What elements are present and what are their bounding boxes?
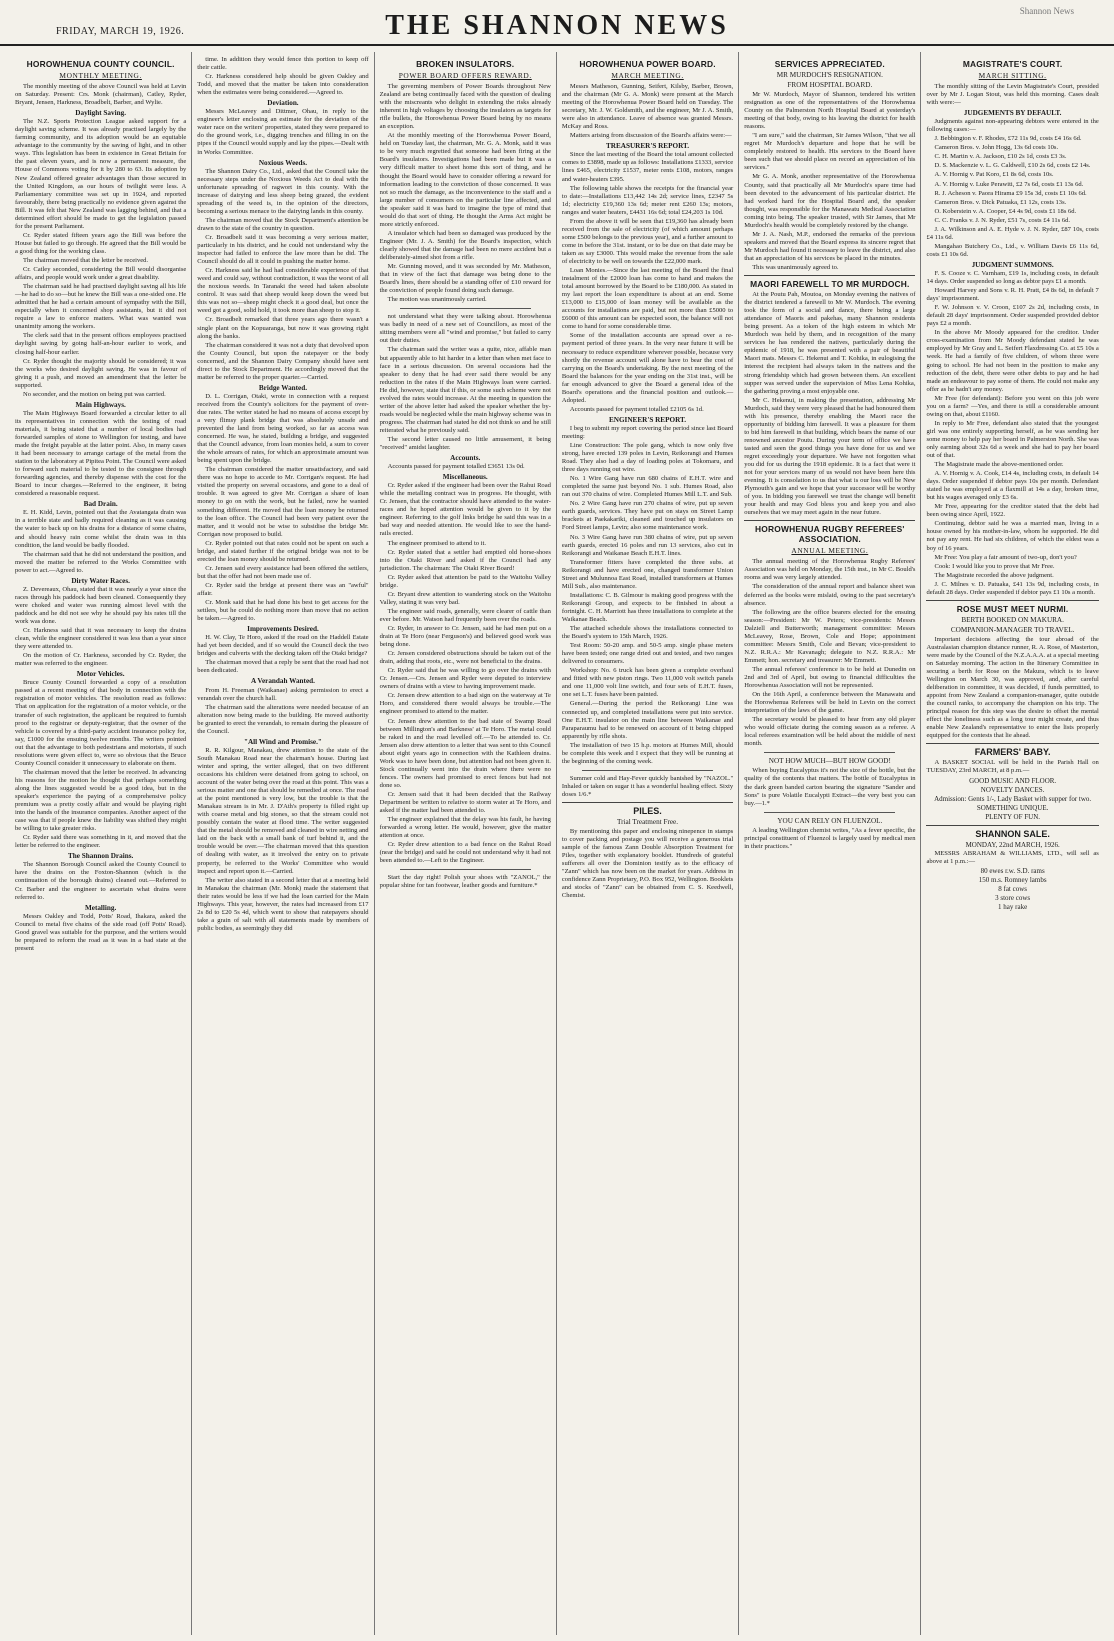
article-subtitle: MARCH SITTING.: [978, 71, 1047, 80]
section-heading: Dirty Water Races.: [71, 576, 130, 585]
advertisement-nazol: [562, 775, 733, 799]
paragraph: No. 3 Wire Gang have run 380 chains of wire, put up seven earth guards, erected 16 poles and run 13 services, also cut in Reikorangi and Waikanae Beach E.H.T. lines.: [561, 533, 734, 557]
paragraph: The Magistrate recorded the above judgment.: [934, 571, 1054, 579]
paragraph: Cr. Jensen said that it had been decided that the Railway Department be written to relative to storm water at Te Horo, and asked if the matter had been attended to.: [379, 790, 551, 815]
issue-date: FRIDAY, MARCH 19, 1926.: [56, 26, 185, 37]
paragraph: The chairman considered it was not a duty that devolved upon the County Council, but upon the ratepayer or the body concerned, and the Shannon Dairy Company should have sent direct to the Stock Department. He accordingly moved that the matter be referred to the proper quarter.—Carried.: [197, 341, 369, 381]
paragraph: Cr. Ryder, in answer to Cr. Jensen, said he had men put on a drain at Te Horo (near Ferguson's) and believed good work was being done.: [379, 625, 551, 649]
paragraph: Cr. Monk said that he had done his best to get access for the settlers, but he could do nothing more than move that no action be taken.—Agreed to.: [197, 599, 369, 623]
paragraph: Cr. Ryder asked that attention be paid to the Waitohu Valley bridge.: [379, 573, 551, 589]
paragraph: In the above Mr Moody appeared for the creditor. Under cross-examination from Mr Moody defendant stated he was employed by Mr Gray and L. Seifert Flaxdressing Co. at £5 10s a week. He had a family of five children, of whom three were going to school. He had not been in the position to make any reduction of the debt, there were other debts to pay and he had made an endeavour to pay some of them. He could not make any offer as he hadn't any money.: [926, 329, 1099, 393]
paragraph: D. S. Mackenzie v. L. G. Caldwell, £10 2s 6d, costs £2 14s.: [934, 162, 1091, 170]
paragraph: The clerk said that in the present offices employees practised daylight saving by going half-an-hour earlier to work, and closing half-hour earlier.: [15, 332, 187, 356]
paragraph: Cook: I would like you to prove that Mr Free.: [934, 562, 1055, 570]
paragraph: The Magistrate made the above-mentioned order.: [934, 461, 1064, 469]
section-heading: Bad Drain.: [83, 500, 118, 509]
paragraph: The chairman said the writer was a quite, nice, affable man but apparently able to hit harder in a letter than when met face to face in a serious discussion. On several occasions had the speaker to deny that he had ever said there would be any reduction in the rates if the Main Highways loan were carried. He did, however, state that if this, or some such scheme were not evolved the rates would increase. At the meeting in question the writer of the above letter had asked the speaker whether the by-roads would be neglected while the main highway scheme was in progress. The chairman had stated he did not think so and he still reiterated what he previously said.: [379, 346, 551, 434]
paragraph: Mr G. A. Monk, another representative of the Horowhenua County, said that practically all Mr Murdoch's spare time had been devoted to the advancement of his particular district. He had worked hard for the Hospital Board and, the speaker thought, was responsible for the Manawatu Medical Association coming into being. The speaker trusted, with Sir James, that Mr Murdoch's health would be completely restored by the change.: [744, 173, 916, 229]
section-heading: A Verandah Wanted.: [250, 677, 315, 686]
paragraph: Bruce County Council forwarded a copy of a resolution passed at a recent meeting of that body in connection with the registration of motor vehicles. The resolution read as follows: That on application for the registration of a motor vehicle, or the transfer of such registration, the applicant be required to furnish proof to the registrar or deputy-registrar, that the owner of the vehicle is covered by a third-party accident insurance policy for, say, £1000 for the ensuing twelve months. The writers pointed out that the advantage to both pedestrians and motorists, if such resolutions were given effect to, were so obvious that the Bruce County Council consider it unnecessary to elaborate on them.: [15, 679, 187, 767]
section-heading: JUDGEMENTS BY DEFAULT.: [963, 109, 1062, 118]
paragraph: The Shannon Dairy Co., Ltd., asked that the Council take the necessary steps under the Noxious Weeds Act to deal with the unfortunate spreading of ragwort in this county. With the increase of dairying and less sheep being grazed, the evident spreading of the weed is, in the opinion of the directors, becoming a serious menace to the dairying lands in this county.: [197, 167, 369, 215]
paragraph: Cr. Ryder pointed out that rates could not be spent on such a bridge, and stated further if the original bridge was not to be erected the loan money should be returned.: [197, 539, 369, 563]
paragraph: Matters arising from discussion of the Board's affairs were:—: [569, 132, 732, 140]
paragraph: Continuing, debtor said he was a married man, living in a house owned by his mother-in-law, whom he supported. He did not pay any rent. He had six children, of which the eldest was a boy of 16 years.: [926, 520, 1099, 552]
article-title: HOROWHENUA RUGBY REFEREES' ASSOCIATION.: [744, 520, 915, 544]
paragraph: Line Construction: The pole gang, which is now only five strong, have erected 139 poles in Levin, Reikorangi and Humes Road. They also had a day of loading poles at Tokomaru, and three days running out wire.: [561, 442, 734, 474]
paragraph: The secretary would be pleased to hear from any old player who would officiate during the coming season as a referee. A local referees examination will be held about the middle of next month.: [744, 716, 916, 748]
article-title: MAGISTRATE'S COURT.: [962, 59, 1063, 69]
advertisement-line: 8 fat cows: [998, 884, 1028, 893]
paragraph: The installation of two 15 h.p. motors at Humes Mill, should be complete this week and I expect that they will be running at the beginning of the coming week.: [561, 741, 734, 765]
article-body: [380, 83, 551, 304]
paragraph: Mr C. Hekenui, in making the presentation, addressing Mr Murdoch, said they were very pleased that he had honoured them with his presence, thereby enabling the Maori race the opportunity of bidding him farewell. It was a pleasure for them to bid him farewell in that building, which bears the name of our renowned ancestor Poutu. During your term of office we have tasted and seen the good things you have done for us and we regret exceedingly your departure. We have not forgotten what you did for us during the 1918 epidemic. It is a fact that were it not for your services many of us would not have been here this evening. It is consolation to us that what is our loss will be New Plymouth's gain and we hope that your successor will be worthy of you. In bidding you farewell we trust the change will benefit your health and may God bless you and keep you and also ourselves that we may meet again in the near future.: [744, 396, 916, 517]
advertisement-text: When buying Eucalyptus it's not the size of the bottle, but the quality of the contents that matters. The bottle of Eucalyptus in the dark green banded carton bearing the signature "Sander and Sons" is pure Volatile Eucalypti Extract—the very best you can buy.—1.*: [744, 767, 916, 807]
section-heading: Improvements Desired.: [247, 625, 319, 634]
paragraph: Cr. Ryder drew attention to a bad fence on the Rahui Road (near the bridge) and said he could not understand why it had not been attended to.—Left to the Engineer.: [379, 841, 551, 865]
article-title: HOROWHENUA COUNTY COUNCIL.: [26, 59, 175, 69]
paragraph: H. W. Clay, Te Horo, asked if the road on the Haddell Estate had yet been decided, and if so would the Council deck the two bridges and culverts with the decking taken off the Otaki bridge?: [197, 634, 369, 658]
paragraph: The following are the office bearers elected for the ensuing season:—President: Mr W. Peters; vice-presidents: Messrs Dalziell and Butterworth; management committee: Messrs McLeavey, Rose, Brown, Cole and Hope; appointment committee: Messrs Smith, Cole and Bevan; vice-president to N.Z. R.R.A.: Mr Kavanagh; delegate to N.Z. R.R.A.: Mr Emmett; hon. secretary and treasurer: Mr Emmett.: [744, 608, 916, 664]
paragraph: Mangahao Butchery Co., Ltd., v. William Davis £6 11s 6d, costs £1 10s 6d.: [926, 242, 1099, 258]
paragraph: Mr Free: You play a fair amount of two-up, don't you?: [934, 553, 1077, 561]
paragraph: Cr. Ryder said the bridge at present there was an "awful" affair.: [197, 581, 369, 597]
paragraph: The N.Z. Sports Protection League asked support for a daylight saving scheme. It was already practised largely by the farming community, and its adoption would be an equitable advantage to the community by the saving of light, and in other ways. This legislation has been in existence in Great Britain for the past eleven years, and is now a permanent measure, the House of Commons voting for it by 280 to 63. Its adoption by New Zealand offered greater advantages than those secured in the United Kingdom, as our hours of twilight were less. A Parliamentary committee was set up in 1924, and reported favourably, there being practically no evidence given against the Bill. It was felt that New Zealand was lagging behind, and that a determined effort should be made to get the legislation passed for the present Parliament.: [15, 118, 187, 230]
paragraph: At the Poutu Pah, Moutoa, on Monday evening the natives of the district tendered a farewell to Mr W. Murdoch. The evening took the form of a social and dance, there being a large attendance of Maoris and pakehas, many Shannon residents being present. As a token of the high esteem in which Mr Murdoch was held by them, and in recognition of the many services he has rendered the natives, particularly during the epidemic of 1918, he was presented with a pair of beautiful Maori mats. Messrs C. Hekenui and T. Kohika, in eulogising the interest the recipient had always taken in the natives and the strong friendship which had grown between them. An excellent supper was served under the supervision of Miss Lena Kohika, the gathering proving a most enjoyable one.: [744, 291, 916, 395]
paragraph: A. V. Hornig v. Luke Perawiti, £2 7s 6d, costs £1 13s 6d.: [934, 180, 1084, 188]
advertisement-sale: [926, 850, 1098, 866]
advertisement-title: FARMERS' BABY.: [926, 743, 1098, 757]
article-subtitle: FROM HOSPITAL BOARD.: [787, 81, 873, 89]
paragraph: R. J. Acheson v. Paora Hirama £9 15s 3d, costs £1 10s 6d.: [934, 189, 1087, 197]
paragraph: Messrs Oakley and Todd, Potts' Road, Ihakara, asked the Council to metal five chains of the side road (off Potts' Road). Good gravel was suitable for the purpose, and the writers would be prepared to reform the road as it was in a bad state at the present: [15, 912, 187, 952]
advertisement-title: NOT HOW MUCH—BUT HOW GOOD!: [768, 757, 891, 766]
paragraph: The Main Highways Board forwarded a circular letter to all its representatives in connection with the testing of road materials, it being stated that a number of local bodies had forwarded samples of stone to Wellington for testing, and have made the freight payable at the latter point. Also, in many cases it had been necessary to arrange cartage of the metal from the station to the laboratory at Pipitea Point. The Council were asked to forward such material to be tested to the consignee through forwarding agencies, and thereby dispense with the cost for the Board to incur charges.—Referred to the engineer, it being considered a reasonable request.: [15, 409, 187, 498]
column-6: [921, 52, 1103, 1635]
paragraph: Cameron Bros. v. John Hogg, 13s 6d costs 10s.: [934, 144, 1059, 152]
paragraph: time. In addition they would fence this portion to keep off their cattle.: [197, 56, 369, 72]
paragraph: I beg to submit my report covering the period since last Board meeting:: [561, 424, 734, 440]
article-title: BROKEN INSULATORS.: [416, 59, 515, 69]
paragraph: A insulator which had been so damaged was produced by the Engineer (Mr. J. A. Smith) for the Board's inspection, which clearly showed that the damage had been no mere accident but a deliberately-aimed shot from a rifle.: [379, 229, 551, 261]
section-heading: TREASURER'S REPORT.: [605, 142, 690, 151]
advertisement-zann: [562, 828, 733, 900]
article-body: [15, 83, 186, 953]
section-heading: The Shannon Drains.: [67, 852, 134, 861]
paragraph: Cr. Harkness said he had had considerable experience of that weed and could say, without contradiction, it was the worst of all the noxious weeds. In Taranaki the weed had taken absolute control. It was said that sheep would keep down the weed but this was not so—sheep might check it a good deal, but once the weed got a good, solid hold, it took more than sheep to stop it.: [197, 267, 369, 315]
paragraph: Cr. Jensen drew attention to a bad sign on the waterway at Te Horo, and considered there would always be trouble.—The engineer promised to attend to the matter.: [379, 692, 551, 716]
paragraph: Cr. Ryder asked if the engineer had been over the Rahui Road while the metalling contract was in progress. He thought, with Cr. Jensen, that the contractor should have attended to the water-races and he hoped attention would be given to it by the engineer. Referring to the golf links bridge he said this was in a bad way and needed attention. He would like to see the hand-rails erected.: [379, 482, 551, 538]
advertisement-text: Start the day right! Polish your shoes with "ZANOL," the popular shine for tan footwear, leather goods and furniture.*: [379, 874, 551, 890]
advertisement-zanol: [380, 874, 551, 890]
paragraph: The following table shows the receipts for the financial year to date:—Installations £13,442 14s 2d; service lines, £2347 5s 1d; electricity £19,360 13s 6d; meter rent £260 13s; motors, ranges and water heaters, £4431 16s 6d; total £24,203 1s 10d.: [561, 184, 734, 216]
paragraph: No. 2 Wire Gang have run 270 chains of wire, put up seven earth guards, services. They have put on stays on Street Lamp brackets at Paekakariki, cleaned and touched up insulators on Ford Street lamps, Levin; also some maintenance work.: [561, 500, 734, 532]
column-5: [739, 52, 921, 1635]
advertisement-line: PLENTY OF FUN.: [985, 812, 1041, 821]
paragraph: not understand what they were talking about. Horowhenua was badly in need of a new set of Councillors, as most of the sitting members were all "wind and promise," but failed to carry out their duties.: [379, 313, 551, 345]
paragraph: The chairman said he had practised daylight saving all his life—he had to do so—but he knew the Bill was a one-sided one. He admitted that he had a certain amount of sympathy with the Bill, especially when it concerned shop assistants, but it did not require a law to enforce matters. What was wanted was unanimity among the workers.: [15, 283, 187, 331]
paragraph: From H. Freeman (Waikanae) asking permission to erect a verandah over the church hall.: [197, 686, 369, 702]
divider: [764, 752, 895, 753]
advertisement-line: MONDAY, 22nd MARCH, 1926.: [965, 840, 1060, 849]
paragraph: This was unanimously agreed to.: [752, 263, 839, 271]
paragraph: No seconder, and the motion on being put was carried.: [23, 390, 166, 398]
paragraph: Cr. Catley seconded, considering the Bill would disorganise affairs, and people would work under a great disability.: [15, 266, 187, 282]
advertisement-text: MESSRS ABRAHAM & WILLIAMS, LTD., will sell as above at 1 p.m.:—: [926, 849, 1099, 865]
article-body: [197, 56, 368, 933]
article-body: [744, 91, 915, 272]
advertisement-line: 150 m.s. Romney lambs: [978, 875, 1047, 884]
paragraph: From the above it will be seen that £19,360 has already been received from the sale of electricity (of which amount perhaps some £500 belongs to the previous year), and a further amount to come in before the 31st. instant, or to be due on that date may be taken as say £3000. This would make the revenue from the sale of electricity to be well on towards the £22,000 mark.: [561, 217, 734, 265]
section-heading: Main Highways.: [75, 400, 126, 409]
paragraph: The engineer promised to attend to it.: [387, 539, 486, 547]
paragraph: The motion was unanimously carried.: [387, 296, 487, 304]
article-subtitle: COMPANION-MANAGER TO TRAVEL.: [950, 625, 1075, 634]
article-title: ROSE MUST MEET NURMI.: [926, 600, 1098, 614]
section-heading: Miscellaneous.: [442, 473, 488, 482]
advertisement-title: PILES.: [562, 802, 733, 816]
section-heading: Motor Vehicles.: [76, 670, 125, 679]
paragraph: D. L. Corrigan, Otaki, wrote in connection with a request received from the County's solicitors for the payment of over-due rates. The writer stated he had no means of access except by a very flimsy plank bridge that was absolutely unsafe and prevented the land from being worked, so far as access was concerned. He was, he stated, building a bridge, and suggested that the Council advance, from loan monies held, a sum to cover the whole arrears of rates, for which an approximate amount was being spent upon the bridge.: [197, 392, 369, 465]
divider: [582, 770, 713, 771]
advertisement-line: NOVELTY DANCES.: [980, 785, 1045, 794]
paragraph: The consideration of the annual report and balance sheet was deferred as the books were mislaid, owing to the past secretary's absence.: [744, 583, 916, 607]
paragraph: The governing members of Power Boards throughout New Zealand are being continually faced with the question of dealing with the miscreants who delight in extending the risks already inherent in high voltages by choosing the insulators as targets for rifle bullets, the Horowhenua Power Board being by no means an exception.: [379, 83, 551, 131]
article-body: [380, 313, 551, 865]
paragraph: E. H. Kidd, Levin, pointed out that the Avatangata drain was in a terrible state and badly required cleaning as it was causing the water to back up on his drains for a distance of some chains, and should heavy rain come whilst the drain was in this condition, the land would be badly flooded.: [15, 509, 187, 549]
paragraph: The engineer explained that the delay was his fault, he having forwarded a wrong letter. He would, however, give the matter attention at once.: [379, 816, 551, 840]
newspaper-title: THE SHANNON NEWS: [385, 10, 729, 41]
paragraph: Howard Harvey and Sons v. R. H. Pratt, £4 8s 6d, in default 7 days' imprisonment.: [926, 287, 1099, 303]
paragraph: Cr. Ryder said there was something in it, and moved that the letter be referred to the engineer.: [15, 834, 187, 850]
paragraph: Important decisions affecting the tour abroad of the Australasian champion distance runner, R. A. Rose, of Masterton, were made by the Council of the N.Z.A.A.A. at a special meeting on Saturday morning. The action in the Itinerary Committee in securing a berth for Rose on the Makura, which is to leave Wellington on March 30, was approved, and, after careful deliberation in committee, it was decided, if funds permitted, to appoint from New Zealand a companion-manager, quite outside the council ranks, to accompany the champion on his trip. The principal reason for this step was the desire to offset the mental effect the loneliness such as a long tour might create, and thus enable New Zealand's representative to enter the lists properly equipped for the contests that lie ahead.: [926, 635, 1099, 740]
paragraph: At the monthly meeting of the Horowhenua Power Board, held on Tuesday last, the chairman, Mr. G. A. Monk, said it was to be very much regretted that someone had been firing at the Board's insulators. Investigations had been made but it was a very difficult matter to sheet home this sort of thing, and he thought the Board would have to consider offering a reward for information leading to the conviction of those concerned. It was not so much the damage, as the inconvenience to the staff and a large number of consumers on the particular line affected, and the speaker said it was hard to imagine the type of mind that would do that sort of thing. He thought the Arms Act might be more strictly enforced.: [379, 132, 551, 228]
paragraph: The attached schedule shows the installations connected to the Board's system to 15th March, 1926.: [561, 625, 734, 641]
paragraph: The engineer said roads, generally, were clearer of cattle than ever before. Mr. Watson had frequently been over the roads.: [379, 607, 551, 623]
paragraph: Cr. Ryder stated that a settler had emptied old horse-shoes into the Otaki River and asked if the Council had any jurisdiction. The chairman: The Otaki River Board!: [379, 548, 551, 572]
article-subtitle: ANNUAL MEETING.: [791, 546, 869, 556]
advertisement-line: 1 hay rake: [998, 902, 1028, 911]
paragraph: Installations: C. B. Gilmour is making good progress with the Reikorangi Group, and expects to be finished in about a fortnight. C. H. Marriott has three installations to complete at the Waikanae Beach.: [561, 591, 734, 623]
paragraph: The annual referees' conference is to be held at Dunedin on 2nd and 3rd of April, but owing to financial difficulties the Horowhenua Association will not be represented.: [744, 665, 916, 690]
section-heading: Deviation.: [267, 99, 299, 108]
paragraph: Accounts passed for payment totalled £2105 6s 1d.: [569, 405, 704, 413]
paragraph: Messrs Matheson, Gunning, Seifert, Kilsby, Barber, Brown, and the chairman (Mr G. A. Monk) were present at the March meeting of the Horowhenua Power Board held on Tuesday. The secretary, Mr. J. W. Goldsmith, and the engineer, Mr J. A. Smith, were also in attendance. Leave of absence was granted Messrs. McKay and Ross.: [561, 83, 734, 131]
advertisement-line: GOOD MUSIC AND FLOOR.: [969, 776, 1057, 785]
advertisement-text: By mentioning this paper and enclosing ninepence in stamps to cover packing and postage you will receive a generous trial sample of the famous Zann Double Absorption Treatment for Piles, together with explanatory booklet. Hundreds of grateful sufferers all over the Dominion testify as to the efficacy of "Zann" which has now been on the market for years. Address in confidence Zann Proprietary, P.O. Box 952, Wellington. Booklets and stocks of "Zann" can be obtained from C. S. Keedwell, Chemist.: [561, 827, 734, 900]
paragraph: No. 1 Wire Gang have run 680 chains of E.H.T. wire and completed the same just beyond No. 1 sub. Humes Road, also ran out 370 chains of wire. Completed Humes Mill L.T. and Sub.: [561, 475, 734, 499]
section-heading: Accounts.: [450, 454, 481, 463]
paragraph: In reply to Mr Free, defendant also stated that the youngest girl was one entirely supporting herself, as he was sending her some money to help pay her board in Palmerston North. She was only earning about 32s 6d a week and she had to pay her board out of that.: [926, 419, 1099, 460]
article-subtitle: MR MURDOCH'S RESIGNATION.: [776, 71, 883, 79]
paragraph: The annual meeting of the Horowhenua Rugby Referees' Association was held on Monday, the 15th inst., in Mr C. Bould's rooms and was very largely attended.: [744, 558, 916, 582]
paragraph: Cameron Bros. v. Dick Patuaka, £1 12s, costs 13s.: [934, 198, 1067, 206]
article-subtitle: MONTHLY MEETING.: [59, 71, 142, 80]
article-subtitle: MARCH MEETING.: [611, 71, 684, 80]
paragraph: O. Koberstein v. A. Cooper, £4 4s 9d, costs £1 18s 6d.: [934, 207, 1077, 215]
divider: [400, 869, 531, 870]
paragraph: Transformer fitters have completed the three subs. at Reikorangi and have erected one, changed transformer Union Street and Mulunnoa East Road, installed transformers at Humes Mill Sub., also maintenance.: [561, 558, 734, 590]
article-body: [926, 636, 1098, 741]
article-body: [744, 291, 915, 517]
paragraph: Cr. Harkness said that it was necessary to keep the drains clean, while the engineer considered it was less than a year since they were attended to.: [15, 627, 187, 651]
paragraph: The chairman said that he did not understand the position, and moved the matter be referred to the Works Committee with power to act.—Agreed to.: [15, 550, 187, 574]
paragraph: The chairman said the alterations were needed because of an alteration now being made to the building. He moved authority be granted to erect the verandah, to remain during the pleasure of the Council.: [197, 703, 369, 735]
advertisement-subtitle: Trial Treatment Free.: [617, 817, 679, 826]
article-title: HOROWHENUA POWER BOARD.: [579, 59, 716, 69]
paragraph: Cr. Harkness considered help should be given Oakley and Todd, and moved that the matter be taken into consideration when the estimates were being considered.—Agreed to.: [197, 73, 369, 97]
paragraph: Cr. Ryder thought the majority should be considered; it was the works who desired daylight saving. He was in favour of giving it a push, and moved an amendment that the letter be supported.: [15, 357, 187, 389]
paragraph: The chairman considered the matter unsatisfactory, and said there was no hope to accede to Mr. Corrigan's request. He had visited the property on several occasions, and gone to a deal of trouble. It was agreed to give Mr. Corrigan a share of loan money to go on with the work, but he failed, now he wanted something different. He moved that the loan money be returned to the loan office. The Council had been very patient over the matter, and it would not be wise to subsidise the bridge Mr. Corrigan now proposed to build.: [197, 466, 369, 538]
article-body: [562, 83, 733, 766]
section-heading: ENGINEER'S REPORT.: [608, 415, 687, 424]
article-subtitle: BERTH BOOKED ON MAKURA.: [961, 615, 1064, 624]
paragraph: The monthly sitting of the Levin Magistrate's Court, presided over by Mr J. Logan Stout, was held this morning. Cases dealt with were:—: [926, 83, 1099, 107]
paragraph: Mr W. Murdoch, Mayor of Shannon, tendered his written resignation as one of the representatives of the Horowhenua County on the Palmerston North Hospital Board at yesterday's meeting of that body, owing to his leaving the district for health reasons.: [744, 91, 916, 131]
paragraph: General.—During the period the Reikorangi Line was connected up, and completed installations were put into service. One E.H.T. insulator on the main line between Waikanae and Paraparaumu had to be renewed on account of it being chipped apparently by rifle shots.: [561, 700, 734, 740]
paragraph: J. Bebbington v. F. Rhodes, £72 11s 9d, costs £4 16s 6d.: [934, 135, 1082, 143]
paragraph: Cr. Bryant drew attention to wandering stock on the Waitohu Valley, stating it was very bad.: [379, 590, 551, 606]
paragraph: Messrs McLeavey and Dittmer, Ohau, in reply to the engineer's letter enclosing an estimate for the deviation of the water race on the writers' properties, stated they were prepared to do the ground work, i.e., digging trenches and filling in on the pipes if the Council would supply and lay the pipes.—Dealt with in Works Committee.: [197, 108, 369, 156]
article-title: MAORI FAREWELL TO MR MURDOCH.: [744, 275, 915, 289]
column-4: [557, 52, 739, 1635]
paragraph: Accounts passed for payment totalled £3651 13s 0d.: [387, 463, 525, 471]
paragraph: The chairman moved that a reply be sent that the road had not been dedicated.: [197, 659, 369, 675]
paragraph: F. S. Cooze v. C. Varnham, £19 1s, including costs, in default 14 days. Order suspended so long as debtor pays £1 a month.: [926, 269, 1099, 286]
paragraph: C. C. Franks v. J. N. Ryder, £51 7s, costs £4 11s 6d.: [934, 216, 1071, 224]
advertisement-title: YOU CAN RELY ON FLUENZOL.: [777, 816, 883, 825]
article-title: SERVICES APPRECIATED.: [774, 59, 885, 69]
column-3: [375, 52, 557, 1635]
advertisement-fluenzol: [744, 827, 915, 851]
paragraph: The chairman moved that the letter be received. In advancing his reasons for the motion he thought that perhaps something along the lines suggested would be a good idea, but in the speaker's experience the paying of a comprehensive policy premium was a pretty costly affair and would be playing right into the hands of the insurance companies. Another aspect of the case was that if people knew the liability was shifted they might be willing to take greater risks.: [15, 768, 187, 833]
paragraph: On the motion of Cr. Harkness, seconded by Cr. Ryder, the matter was referred to the engineer.: [15, 652, 187, 668]
section-heading: Noxious Weeds.: [258, 158, 308, 167]
paragraph: Cr. Ryder stated fifteen years ago the Bill was before the House but failed to go through. He agreed that the Bill would be a good thing for the working class.: [15, 231, 187, 255]
section-heading: "All Wind and Promise.": [244, 737, 322, 746]
paragraph: Mr. Gunning moved, and it was seconded by Mr. Matheson, that in view of the fact that damage was being done to the Board's lines, there should be a standing offer of £10 reward for the conviction of people found doing such damage.: [379, 263, 551, 295]
advertisement-basket-social: [926, 759, 1098, 775]
advertisement-title: SHANNON SALE.: [926, 825, 1098, 839]
article-body: [926, 83, 1098, 597]
paragraph: Workshop: No. 6 truck has been given a complete overhaul and fitted with new piston rings. Two 11,000 volt switch panels and one 11,000 volt line switch, and four sets of E.H.T. fuses, one set L.T. fuses have been painted.: [561, 667, 734, 699]
divider: [400, 308, 531, 309]
paragraph: A. V. Hornig v. Pat Koro, £1 8s 6d, costs 10s.: [934, 171, 1054, 179]
paragraph: Mr Free (for defendant): Before you went on this job were you on a farm? —Yes, and there is still a considerable amount owing on that, about £1160.: [926, 394, 1099, 418]
paragraph: Test Room: 50-20 amp. and 50-5 amp. single phase meters have been tested; one range dried out and tested, and two ranges delivered to consumers.: [561, 642, 734, 666]
advertisement-line: SOMETHING UNIQUE.: [976, 803, 1049, 812]
paragraph: C. H. Martin v. A. Jackson, £10 2s 1d, costs £3 3s.: [934, 153, 1067, 161]
column-2: [192, 52, 374, 1635]
paragraph: J. C. Milnes v. D. Patuaka, £41 13s 9d, including costs, in default 28 days. Order suspended if debtor pays £1 10s a month.: [926, 580, 1099, 596]
paragraph: The writer also stated in a second letter that at a meeting held in Manakau the chairman (Mr. Monk) made the statement that their rates would be less if we had the loan carried for the Main Highways. This year, however, the rates had increased from £17 2s 8d to £20 5s 4d, which went to show that ratepayers should take a grain of salt with all statements made by members of public bodies, as seemingly they did: [197, 876, 369, 932]
paragraph: F. W. Johnson v. V. Croon, £107 2s 2d, including costs, in default 28 days' imprisonment. Order suspended provided debtor pays £2 a month.: [926, 304, 1099, 328]
paragraph: Cr. Ryder said that he was willing to go over the drains with Cr. Jensen.—Crs. Jensen and Ryder were deputed to interview owners of drains with a view to having improvement made.: [379, 667, 551, 691]
paragraph: The Shannon Borough Council asked the County Council to have the drains on the Foxton-Shannon (which is the continuation of the borough drains) cleaned out.—Referred to Cr. Barber and the engineer to ascertain what drains were referred to.: [15, 861, 187, 901]
paragraph: Some of the installation accounts are spread over a re-payment period of three years. In the very near future it will be necessary to reduce expenditure wherever possible, because very shortly the revenue account will alone have to bear the cost of carrying on the Board's undertaking. By the next meeting of the Board the balances for the year ending on the 31st inst., will be far enough advanced to give the Board a general idea of the Board's operations and the financial position and outlook.—Adopted.: [561, 332, 734, 404]
section-heading: Daylight Saving.: [75, 109, 127, 118]
paragraph: "I am sure," said the chairman, Sir James Wilson, "that we all regret Mr Murdoch's departure and hope that he will be completely restored to health. His services to the Board have been such that we should place on record an appreciation of his services.": [744, 132, 916, 172]
section-heading: Bridge Wanted.: [258, 383, 308, 392]
paragraph: R. R. Kilgour, Manakau, drew attention to the state of the South Manakau Road near the chairman's house. During last winter and spring, the writer alleged, that on two different occasions his children were detained from going to school, on account of the water being over the road at this point. This was a serious matter and one that should be remedied at once. The road at the point mentioned is very low, but the trouble is that the Manakau stream is in Mr. J. D'Ath's property is filled right up with coarse metal and big stones, so that the stream could not possibly contain the water at flood time. The writer suggested that the metal should be removed and cleaned in wire netting and laid on the back with a small bank of turf behind it, and the trouble would be over.—The chairman moved that this question of dealing with water, as it involved the entry on to private property, be referred to the Works' Committee who would inspect and report upon it.—Carried.: [197, 746, 369, 875]
paragraph: J. A. Wilkinson and A. E. Hyde v. J. N. Ryder, £87 10s, costs £4 11s 6d.: [926, 225, 1099, 241]
advertisement-text: A BASKET SOCIAL will be held in the Parish Hall on TUESDAY, 23rd MARCH, at 8 p.m.—: [926, 759, 1099, 775]
advertisement-line: 3 store cows: [995, 893, 1031, 902]
column-1: [10, 52, 192, 1635]
masthead: [0, 0, 1114, 46]
paragraph: The chairman moved that the Stock Department's attention be drawn to the state of the country in question.: [197, 216, 369, 232]
paragraph: The monthly meeting of the above Council was held at Levin on Saturday. Present: Crs. Monk (chairman), Catley, Ryder, Bryant, Jensen, Harkness, Broadbelt, Barber, and Wylie.: [15, 83, 187, 107]
advertisement-line: Admission: Gents 1/-, Lady Basket with supper for two.: [934, 794, 1092, 803]
paragraph: Cr. Broadbelt remarked that three years ago there wasn't a single plant on the Kopuaranga, but now it was growing right along the banks.: [197, 316, 369, 340]
paragraph: Cr. Jensen considered obstructions should be taken out of the drain, adding that roots, etc., were not beneficial to the drains.: [379, 650, 551, 666]
paragraph: Mr Free, appearing for the creditor stated that the debt had been owing since April, 1922.: [926, 503, 1099, 519]
paragraph: Z. Devereaux, Ohau, stated that it was nearly a year since the races through his paddock had been cleaned. Consequently they were choked and water was running almost level with the paddock and he did not see why he should pay his rates till the work was done.: [15, 585, 187, 625]
paragraph: Loan Monies.—Since the last meeting of the Board the final instalment of the £2000 loan has come to hand and makes the total amount borrowed by the Board to be £180,000. As stated in my last report the loan expenditure is about at an end. Some £13,000 to £15,000 of loan money will be available as the accounts for installations are paid, but not more than £5000 to £6000 of this amount can be expected soon, the balance will not come to hand for some considerable time.: [561, 267, 734, 331]
article-subtitle: POWER BOARD OFFERS REWARD.: [398, 71, 532, 80]
divider: [764, 812, 895, 813]
paragraph: Since the last meeting of the Board the total amount collected comes to £3898, made up as follows: Installations £1333, service lines £465, electricity £1537, meter rents £108, motors, ranges and water-heaters £395.: [561, 151, 734, 183]
advertisement-line: 80 ewes r.w. S.D. rams: [980, 866, 1045, 875]
paragraph: Cr. Jensen drew attention to the bad state of Swamp Road between Millington's and Barkness' at Te Horo. The metal could be raked in and the road levelled off.—To be attended to. Cr. Jensen also drew attention to a letter that was sent to this Council about eight years ago in connection with the Kathleen drains. Work was to have been done, but attention had not been given it. Stock continually went into the drain where there were no fences. The owners had promised to erect fences but had not done so.: [379, 717, 551, 789]
advertisement-text: Summer cold and Hay-Fever quickly banished by "NAZOL." Inhaled or taken on sugar it has a wonderful healing effect. Sixty doses 1/6.*: [561, 774, 734, 798]
paragraph: On the 16th April, a conference between the Manawatu and the Horowhenua Referees will be held in Levin on the correct interpretation of the laws of the game.: [744, 691, 916, 715]
article-body: [744, 558, 915, 748]
paragraph: Mr J. A. Nash, M.P., endorsed the remarks of the previous speakers and moved that the Board express its sincere regret that Mr Murdoch had found it necessary to leave the district, and also that an appreciation of his services be placed in the minutes.: [744, 230, 916, 262]
section-heading: JUDGMENT SUMMONS.: [971, 260, 1054, 269]
corner-mark: Shannon News: [1019, 6, 1074, 16]
paragraph: A. V. Hornig v. A. Cook, £14 4s, including costs, in default 14 days. Order suspended if debtor pays 10s per month. Defendant stated he was employed at a flaxmill at 14s a day, broken time, but his wages averaged only £3 6s.: [926, 470, 1099, 502]
paragraph: Cr. Broadbelt said it was becoming a very serious matter, particularly in his district, and he could not understand why the inspector had failed to enforce the law more than he did. The Council should do all it could in pushing the matter home.: [197, 233, 369, 266]
page-columns: [10, 52, 1104, 1635]
advertisement-text: A leading Wellington chemist writes, "As a fever specific, the principal constituent of Fluenzol is largely used by medical men in their practices.": [744, 826, 916, 850]
advertisement-eucalyptus: [744, 767, 915, 807]
paragraph: Judgments against non-appearing debtors were entered in the following cases:—: [926, 118, 1099, 134]
paragraph: The chairman moved that the letter be received.: [23, 256, 149, 264]
paragraph: Cr. Jensen said every assistance had been offered the settlers, but that the offer had not been made use of.: [197, 564, 369, 580]
paragraph: The second letter caused no little amusement, it being "received" amidst laughter.: [379, 435, 551, 452]
section-heading: Metalling.: [84, 903, 117, 912]
